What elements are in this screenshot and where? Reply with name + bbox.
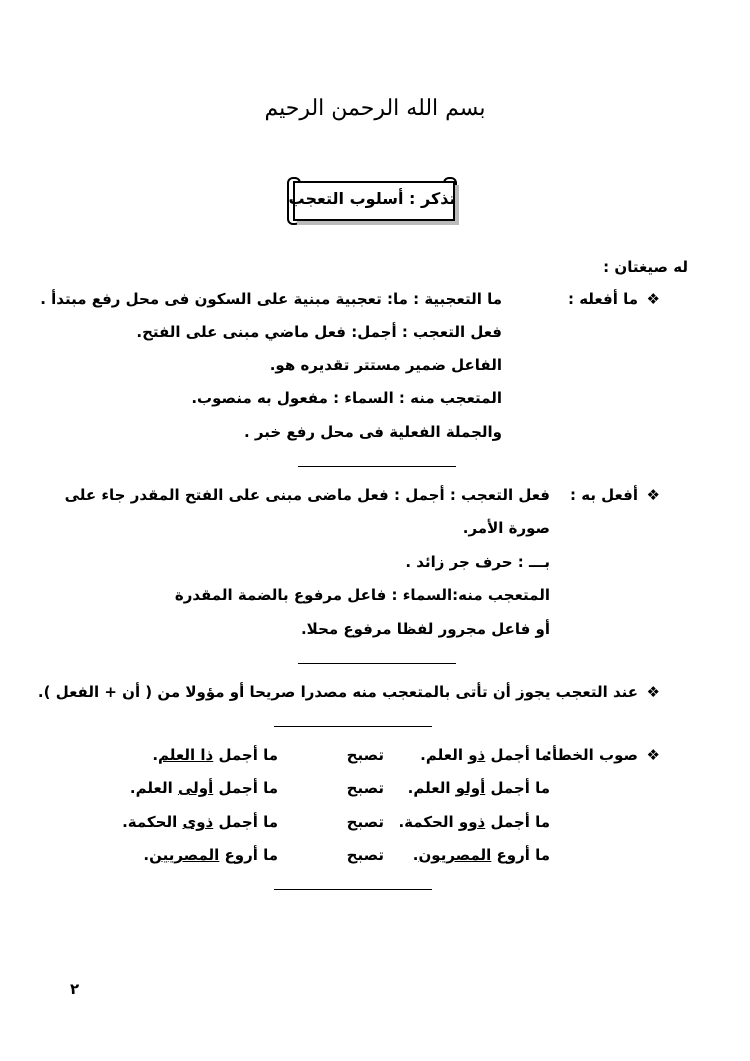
form1-line: فعل التعجب : أجمل: فعل ماضي مبنى على الفتح. [136,323,502,341]
form2-line: المتعجب منه:السماء : فاعل مرفوع بالضمة المقدرة [174,586,550,604]
form1-line: والجملة الفعلية فى محل رفع خبر . [243,423,502,441]
form1-label: ما أفعله : [567,290,638,308]
form2-line: فعل التعجب : أجمل : فعل ماضى مبنى على الفتح المقدر جاء على [64,486,550,504]
bullet-icon: ❖ [646,486,660,504]
right-sentence: ما أجمل ذا العلم. [152,746,278,764]
wrong-sentence: ما أجمل ذو العلم. [420,746,550,764]
right-sentence: ما أروع المصريين. [143,846,278,864]
right-sentence: ما أجمل ذوى الحكمة. [122,813,278,831]
becomes-word: تصبح [346,846,384,864]
form2-label: أفعل به : [570,486,638,504]
becomes-word: تصبح [346,813,384,831]
form2-line: صورة الأمر. [462,519,550,537]
intro-text: له صيغتان : [603,258,688,276]
bullet-icon: ❖ [646,290,660,308]
divider [274,889,432,890]
bullet-icon: ❖ [646,746,660,764]
wrong-sentence: ما أجمل ذوو الحكمة. [398,813,550,831]
divider [298,466,456,467]
page-title: تذكر : أسلوب التعجب [288,189,456,208]
bullet-icon: ❖ [646,683,660,701]
becomes-word: تصبح [346,779,384,797]
basmala: بسم الله الرحمن الرحيم [264,96,486,121]
corrections-label: صوب الخطأ: [545,746,638,764]
divider [298,663,456,664]
wrong-sentence: ما أروع المصريون. [412,846,550,864]
divider [274,726,432,727]
form1-line: الفاعل ضمير مستتر تقديره هو. [269,356,502,374]
form2-line: بـــ : حرف جر زائد . [405,553,550,571]
title-scroll-banner [287,177,457,221]
form2-line: أو فاعل مجرور لفظا مرفوع محلا. [300,620,550,638]
form1-line: ما التعجبية : ما: تعجبية مبنية على السكون فى محل رفع مبتدأ . [40,290,502,308]
becomes-word: تصبح [346,746,384,764]
page-number: ٢ [70,980,80,998]
wrong-sentence: ما أجمل أولو العلم. [407,779,550,797]
note-text: عند التعجب يجوز أن تأتى بالمتعجب منه مصدرا صريحا أو مؤولا من ( أن + الفعل ). [37,683,638,701]
form1-line: المتعجب منه : السماء : مفعول به منصوب. [191,389,502,407]
right-sentence: ما أجمل أولى العلم. [129,779,278,797]
